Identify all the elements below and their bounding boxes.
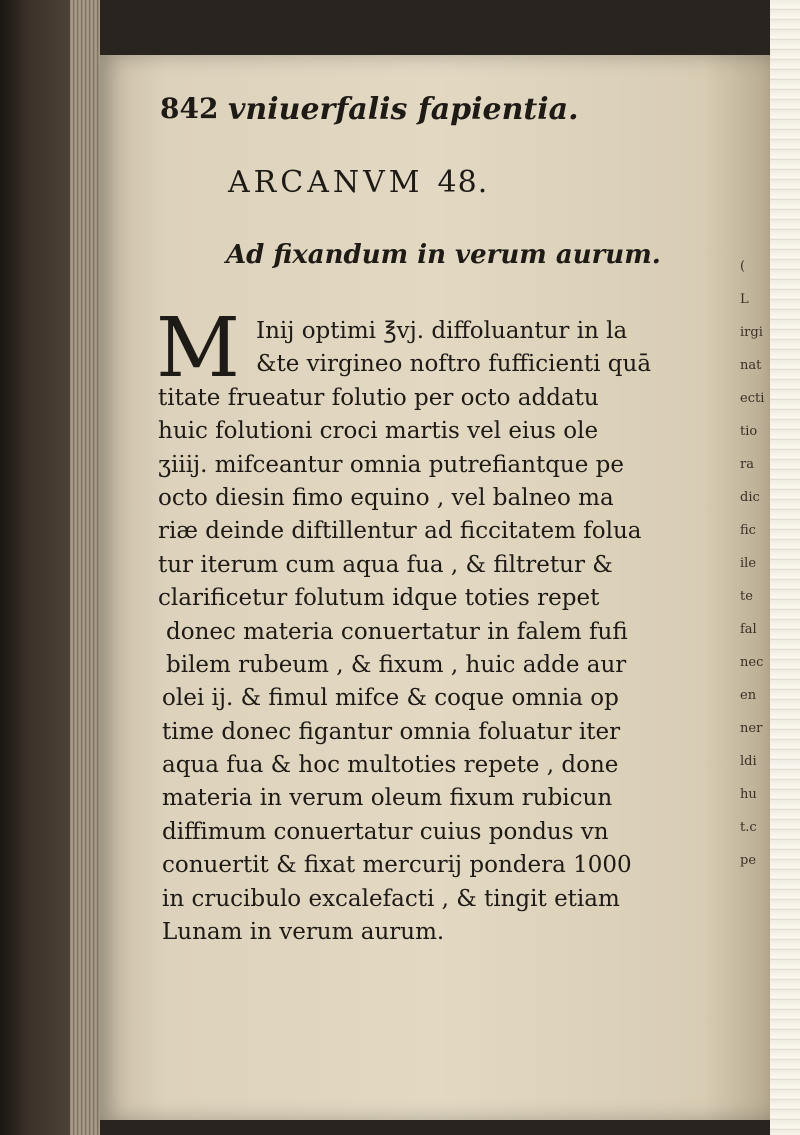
text-line: Lunam in verum aurum. <box>162 919 445 946</box>
edge-fragment: fic <box>740 523 756 538</box>
page-number: 842 <box>160 92 219 125</box>
edge-fragment: tio <box>740 424 758 439</box>
text-line: conuertit & fixat mercurij pondera 1000 <box>162 852 632 879</box>
edge-fragment: ner <box>740 721 763 736</box>
text-line: riæ deinde diftillentur ad ficcitatem folua <box>158 518 642 545</box>
drop-cap: M <box>156 301 240 396</box>
book-spine-shadow <box>0 0 70 1135</box>
edge-fragment: en <box>740 688 757 703</box>
section-title-text: ARCANVM <box>228 165 424 200</box>
edge-fragment: ldi <box>740 754 757 769</box>
page-header <box>160 92 720 142</box>
edge-fragment: irgi <box>740 325 763 340</box>
edge-fragment: dic <box>740 490 760 505</box>
text-line: &te virgineo noftro fufficienti quā <box>256 351 652 378</box>
left-page-edges <box>70 0 100 1135</box>
section-title <box>228 165 488 200</box>
edge-fragment: te <box>740 589 753 604</box>
body-text <box>158 315 758 949</box>
edge-fragment: fal <box>740 622 757 637</box>
edge-fragment: ( <box>740 259 746 274</box>
text-line: octo diesin fimo equino , vel balneo ma <box>158 484 614 511</box>
text-line: bilem rubeum , & fixum , huic adde aur <box>166 651 627 678</box>
text-line: titate frueatur folutio per octo addatu <box>158 384 599 411</box>
text-line: olei ij. & fimul mifce & coque omnia op <box>162 685 619 712</box>
text-line: time donec figantur omnia foluatur iter <box>162 718 621 745</box>
edge-fragment: nec <box>740 655 764 670</box>
edge-fragment: pe <box>740 853 757 868</box>
text-line: clarificetur folutum idque toties repet <box>158 585 600 612</box>
running-head: vniuerfalis fapientia. <box>228 92 579 127</box>
edge-fragment: nat <box>740 358 762 373</box>
edge-fragment: ile <box>740 556 757 571</box>
edge-fragment: L <box>740 292 749 307</box>
edge-fragment: t.c <box>740 820 757 835</box>
text-line: tur iterum cum aqua fua , & filtretur & <box>158 551 613 578</box>
section-number: 48. <box>437 165 489 200</box>
text-line: diffimum conuertatur cuius pondus vn <box>162 818 609 845</box>
text-line: ʒiiij. mifceantur omnia putrefiantque pe <box>158 451 624 478</box>
text-line: aqua fua & hoc multoties repete , done <box>162 752 619 779</box>
edge-fragment: hu <box>740 787 757 802</box>
text-line: donec materia conuertatur in falem fufi <box>166 618 628 645</box>
text-line: in crucibulo excalefacti , & tingit etiam <box>162 885 620 912</box>
edge-fragment: ra <box>740 457 754 472</box>
text-line: materia in verum oleum fixum rubicun <box>162 785 613 812</box>
section-subtitle: Ad fixandum in verum aurum. <box>226 240 661 270</box>
edge-fragment: ecti <box>740 391 765 406</box>
text-line: Inij optimi ℥vj. diffoluantur in la <box>256 318 628 344</box>
text-line: huic folutioni croci martis vel eius ole <box>158 418 599 445</box>
